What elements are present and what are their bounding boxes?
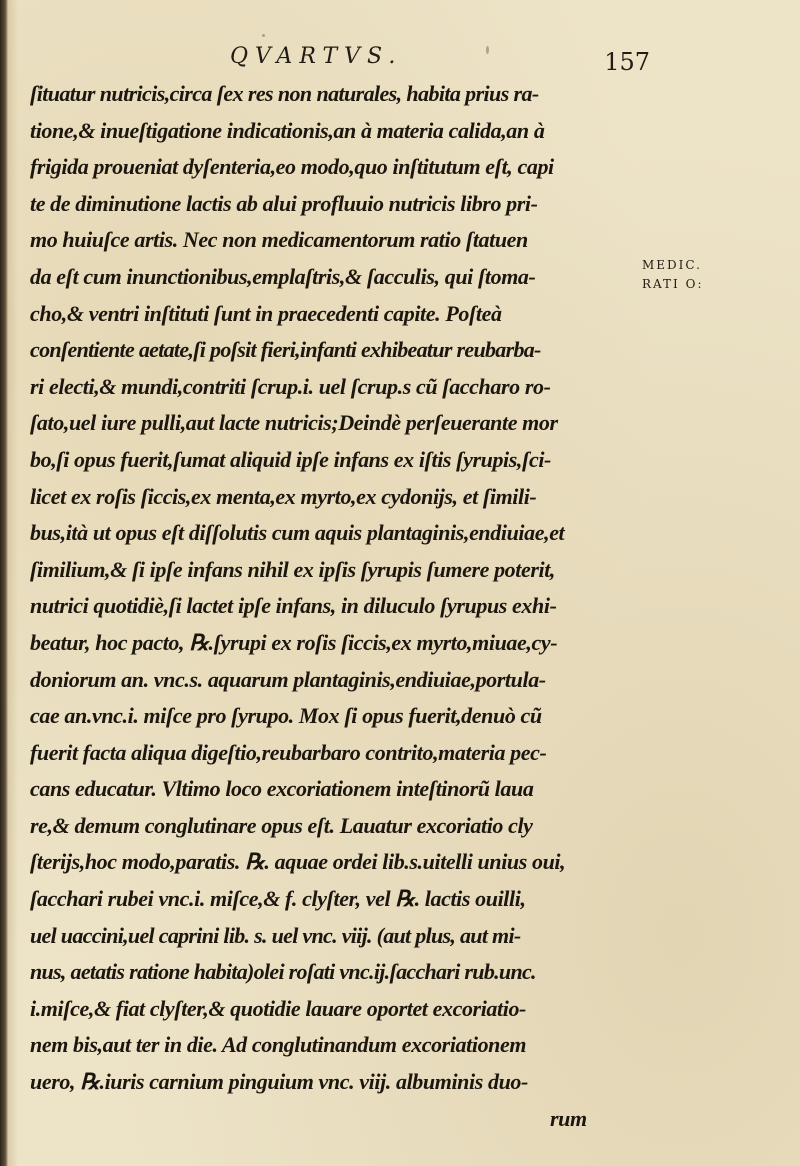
text-line: doniorum an. vnc.s. aquarum plantaginis,endiuiae,portula- [30, 666, 546, 692]
ink-speck [486, 46, 489, 54]
text-line: te de diminutione lactis ab alui profluuio nutricis libro pri- [30, 190, 538, 216]
page-number: 157 [604, 48, 650, 76]
text-line: licet ex roſis ſiccis,ex menta,ex myrto,ex cydonijs, et ſimili- [30, 483, 537, 509]
text-line: nus, aetatis ratione habita)olei roſati vnc.ij.ſacchari rub.unc. [30, 959, 536, 985]
marginal-note-line: RATI O: [642, 277, 704, 291]
text-line: nem bis,aut ter in die. Ad conglutinandum excoriationem [30, 1032, 527, 1058]
catchword: rum [550, 1105, 587, 1131]
text-line: da eſt cum inunctionibus,emplaſtris,& ſacculis, qui ſtoma- [30, 263, 536, 289]
text-line: frigida proueniat dyſenteria,eo modo,quo inſtitutum eſt, capi [30, 154, 554, 180]
text-line: ſituatur nutricis,circa ſex res non naturales, habita prius ra- [30, 81, 539, 106]
text-line: uel uaccini,uel caprini lib. s. uel vnc. viij. (aut plus, aut mi- [30, 922, 521, 948]
text-line: nutrici quotidiè,ſi lactet ipſe infans, in diluculo ſyrupus exhi- [30, 593, 557, 619]
ink-speck [262, 34, 265, 37]
text-line: bus,ità ut opus eſt diſſolutis cum aquis plantaginis,endiuiae,et [30, 520, 565, 546]
body-text [30, 76, 626, 1137]
text-line: re,& demum conglutinare opus eſt. Lauatur excoriatio cly [30, 812, 533, 838]
text-line: conſentiente aetate,ſi poſsit fieri,infanti exhibeatur reubarba- [30, 337, 541, 363]
text-line: ri electi,& mundi,contriti ſcrup.i. uel ſcrup.s cũ ſaccharo ro- [30, 373, 551, 399]
text-line: uero, ℞.iuris carnium pinguium vnc. viij. albuminis duo- [30, 1069, 528, 1095]
text-line: beatur, hoc pacto, ℞.ſyrupi ex roſis ſiccis,ex myrto,miuae,cy- [30, 629, 558, 655]
text-line: mo huiuſce artis. Nec non medicamentorum ratio ſtatuen [30, 227, 528, 253]
text-line: cans educatur. Vltimo loco excoriationem inteſtinorũ laua [30, 776, 534, 802]
text-line: fuerit facta aliqua digeſtio,reubarbaro contrito,materia pec- [30, 739, 547, 765]
text-line: tione,& inueſtigatione indicationis,an à materia calida,an à [30, 117, 545, 143]
text-line: ſacchari rubei vnc.i. miſce,& f. clyſter, vel ℞. lactis ouilli, [30, 886, 526, 912]
text-line: ſimilium,& ſi ipſe infans nihil ex ipſis ſyrupis ſumere poterit, [30, 556, 556, 582]
text-line: ſato,uel iure pulli,aut lacte nutricis;Deindè perſeuerante mor [30, 410, 558, 436]
text-line: ſterijs,hoc modo,paratis. ℞. aquae ordei lib.s.uitelli unius oui, [30, 849, 566, 875]
running-head-title: QVARTVS. [230, 44, 403, 69]
text-line: bo,ſi opus fuerit,ſumat aliquid ipſe infans ex iſtis ſyrupis,ſci- [30, 446, 551, 472]
ink-speck [38, 86, 42, 90]
marginal-note [642, 256, 742, 294]
text-line: cho,& ventri inſtituti ſunt in praecedenti capite. Poſteà [30, 300, 502, 326]
running-head [150, 44, 650, 80]
text-line: i.miſce,& fiat clyſter,& quotidie lauare oportet excoriatio- [30, 995, 526, 1021]
marginal-note-line: MEDIC. [642, 258, 702, 272]
text-line: cae an.vnc.i. miſce pro ſyrupo. Mox ſi opus fuerit,denuò cũ [30, 703, 542, 729]
